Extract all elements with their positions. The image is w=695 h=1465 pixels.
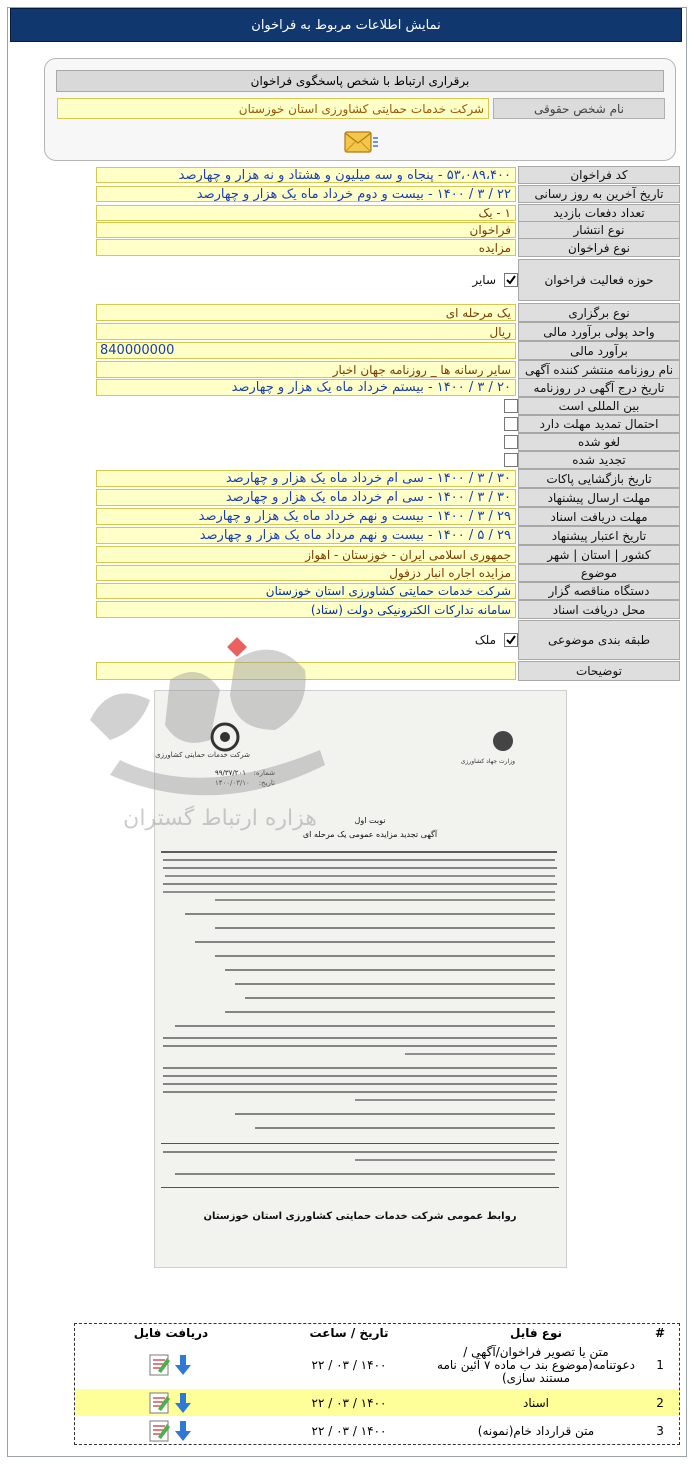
field-row-doc-deadline xyxy=(96,507,680,526)
field-label: حوزه فعالیت فراخوان xyxy=(518,259,680,301)
files-header-row xyxy=(75,1324,679,1342)
field-label: لغو شده xyxy=(518,433,680,451)
field-row-visits xyxy=(96,204,680,222)
category-checkbox[interactable] xyxy=(504,633,518,647)
field-row-submit-deadline xyxy=(96,488,680,507)
field-row-subject xyxy=(96,564,680,582)
doc-number-label: شماره: xyxy=(253,769,275,777)
file-date: ۱۴۰۰ / ۰۳ / ۲۲ xyxy=(311,1358,387,1372)
file-row xyxy=(75,1417,679,1444)
field-row-newspaper xyxy=(96,360,680,379)
file-num: 2 xyxy=(656,1395,664,1410)
contact-panel xyxy=(44,58,676,161)
activity-option: سایر xyxy=(472,273,496,287)
field-row-code xyxy=(96,166,680,184)
field-label: کد فراخوان xyxy=(518,166,680,184)
field-label: برآورد مالی xyxy=(518,341,680,360)
field-label: نوع فراخوان xyxy=(518,238,680,257)
field-row-publish-type xyxy=(96,221,680,239)
page-title: نمایش اطلاعات مربوط به فراخوان xyxy=(251,17,441,33)
field-value: ۲۲ / ۳ / ۱۴۰۰ - بیست و دوم خرداد ماه یک هزار و چهارصد xyxy=(96,186,516,202)
checkbox[interactable] xyxy=(504,399,518,413)
download-icon[interactable] xyxy=(148,1419,194,1443)
field-value: سایر رسانه ها _ روزنامه جهان اخبار xyxy=(96,361,516,378)
field-row-newspaper-date xyxy=(96,378,680,397)
notice-document-drawing xyxy=(155,691,566,1267)
activity-checkbox[interactable] xyxy=(504,273,518,287)
page-title-bar xyxy=(10,8,682,42)
contact-value: شرکت خدمات حمایتی کشاورزی استان خوزستان xyxy=(57,98,489,119)
field-value: سامانه تدارکات الکترونیکی دولت (ستاد) xyxy=(96,601,516,618)
field-label: نوع انتشار xyxy=(518,221,680,239)
check-row-international xyxy=(96,397,680,415)
field-row-currency xyxy=(96,322,680,341)
field-value: فراخوان xyxy=(96,222,516,238)
download-icon[interactable] xyxy=(148,1391,194,1415)
check-cell xyxy=(96,415,516,433)
checkbox[interactable] xyxy=(504,417,518,431)
col-date: تاریخ / ساعت xyxy=(309,1326,389,1340)
field-label: نوع برگزاری xyxy=(518,303,680,322)
doc-ministry: وزارت جهاد کشاورزی xyxy=(460,758,515,765)
check-cell xyxy=(96,451,516,469)
notes-value xyxy=(96,662,516,680)
field-value: شرکت خدمات حمایتی کشاورزی استان خوزستان xyxy=(96,583,516,599)
field-value: ۲۹ / ۳ / ۱۴۰۰ - بیست و نهم خرداد ماه یک هزار و چهارصد xyxy=(96,508,516,525)
col-type: نوع فایل xyxy=(510,1326,562,1340)
download-cell xyxy=(75,1342,267,1388)
field-row-doc-place xyxy=(96,600,680,619)
field-row-call-type xyxy=(96,238,680,257)
file-type: متن یا تصویر فراخوان/آگهی /دعوتنامه(موضوع بند ب ماده ۷ آئین نامه مستند سازی) xyxy=(437,1344,635,1385)
doc-company: شرکت خدمات حمایتی کشاورزی xyxy=(155,751,250,759)
field-label: تعداد دفعات بازدید xyxy=(518,204,680,222)
file-num: 1 xyxy=(656,1358,664,1372)
file-date: ۱۴۰۰ / ۰۳ / ۲۲ xyxy=(311,1423,387,1438)
field-row-activity xyxy=(96,259,680,301)
field-value: ۳۰ / ۳ / ۱۴۰۰ - سی ام خرداد ماه یک هزار و چهارصد xyxy=(96,470,516,487)
field-label: موضوع xyxy=(518,564,680,582)
field-label: دستگاه مناقصه گزار xyxy=(518,582,680,600)
field-label: طبقه بندی موضوعی xyxy=(518,620,680,660)
doc-round: نوبت اول xyxy=(354,816,386,825)
field-label: نام روزنامه منتشر کننده آگهی xyxy=(518,360,680,379)
field-row-location xyxy=(96,545,680,564)
file-type: اسناد xyxy=(523,1395,550,1410)
download-cell xyxy=(75,1417,267,1444)
check-cell xyxy=(96,397,516,415)
category-check xyxy=(96,620,516,660)
field-value: مزایده xyxy=(96,239,516,256)
doc-footer: روابط عمومی شرکت خدمات حمایتی کشاورزی استان خوزستان xyxy=(203,1211,517,1222)
field-row-update xyxy=(96,185,680,203)
doc-date-label: تاریخ: xyxy=(258,779,275,787)
field-value: ۳۰ / ۳ / ۱۴۰۰ - سی ام خرداد ماه یک هزار و چهارصد xyxy=(96,489,516,506)
field-value: ۱ - یک xyxy=(96,205,516,221)
field-row-notes xyxy=(96,661,680,681)
field-label: محل دریافت اسناد xyxy=(518,600,680,619)
files-table xyxy=(74,1323,680,1445)
mail-icon[interactable] xyxy=(343,129,379,155)
field-label: تاریخ اعتبار پیشنهاد xyxy=(518,526,680,545)
field-value: ۲۹ / ۵ / ۱۴۰۰ - بیست و نهم مرداد ماه یک هزار و چهارصد xyxy=(96,527,516,544)
field-value: 840000000 xyxy=(96,342,516,359)
field-label: مهلت ارسال پیشنهاد xyxy=(518,488,680,507)
field-row-estimate xyxy=(96,341,680,360)
field-value: ۵۳،۰۸۹،۴۰۰ - پنجاه و سه میلیون و هشتاد و نه هزار و چهارصد xyxy=(96,167,516,183)
contact-heading: برقراری ارتباط با شخص پاسخگوی فراخوان xyxy=(56,70,664,92)
field-label: احتمال تمدید مهلت دارد xyxy=(518,415,680,433)
field-row-organizer xyxy=(96,582,680,600)
field-label: تاریخ بازگشایی پاکات xyxy=(518,469,680,488)
field-label: تاریخ آخرین به روز رسانی xyxy=(518,185,680,203)
file-date: ۱۴۰۰ / ۰۳ / ۲۲ xyxy=(311,1395,387,1410)
notice-document-image xyxy=(154,690,567,1268)
field-label: کشور | استان | شهر xyxy=(518,545,680,564)
col-download: دریافت فایل xyxy=(133,1326,209,1340)
field-row-category xyxy=(96,620,680,660)
check-row-cancelled xyxy=(96,433,680,451)
activity-check xyxy=(96,259,516,301)
field-row-holding xyxy=(96,303,680,322)
field-label: تجدید شده xyxy=(518,451,680,469)
field-value: یک مرحله ای xyxy=(96,304,516,321)
download-icon[interactable] xyxy=(148,1353,194,1377)
field-row-opening xyxy=(96,469,680,488)
checkbox[interactable] xyxy=(504,435,518,449)
field-label: مهلت دریافت اسناد xyxy=(518,507,680,526)
checkbox[interactable] xyxy=(504,453,518,467)
field-row-validity xyxy=(96,526,680,545)
field-value: ۲۰ / ۳ / ۱۴۰۰ - بیستم خرداد ماه یک هزار و چهارصد xyxy=(96,379,516,396)
category-option: ملک xyxy=(474,633,496,647)
check-row-extension xyxy=(96,415,680,433)
col-num: # xyxy=(654,1326,666,1340)
field-value: ریال xyxy=(96,323,516,340)
field-label: بین المللی است xyxy=(518,397,680,415)
watermark-text: هزاره ارتباط گستران xyxy=(123,806,317,831)
download-cell xyxy=(75,1389,267,1416)
doc-number: ۹۹/۳۷/۲۰۱ xyxy=(215,769,247,777)
check-cell xyxy=(96,433,516,451)
field-value: جمهوری اسلامی ایران - خوزستان - اهواز xyxy=(96,546,516,563)
contact-label: نام شخص حقوقی xyxy=(493,98,665,119)
file-type: متن قرارداد خام(نمونه) xyxy=(477,1423,595,1438)
file-row xyxy=(75,1342,679,1388)
doc-date: ۱۴۰۰/۰۳/۱۰ xyxy=(215,779,250,787)
field-label: واحد پولی برآورد مالی xyxy=(518,322,680,341)
check-row-renewed xyxy=(96,451,680,469)
doc-title: آگهی تجدید مزایده عمومی یک مرحله ای xyxy=(302,830,438,839)
file-num: 3 xyxy=(656,1423,664,1438)
field-label: تاریخ درج آگهی در روزنامه xyxy=(518,378,680,397)
field-value: مزایده اجاره انبار دزفول xyxy=(96,565,516,581)
field-label: توضیحات xyxy=(518,661,680,681)
file-row xyxy=(75,1389,679,1416)
